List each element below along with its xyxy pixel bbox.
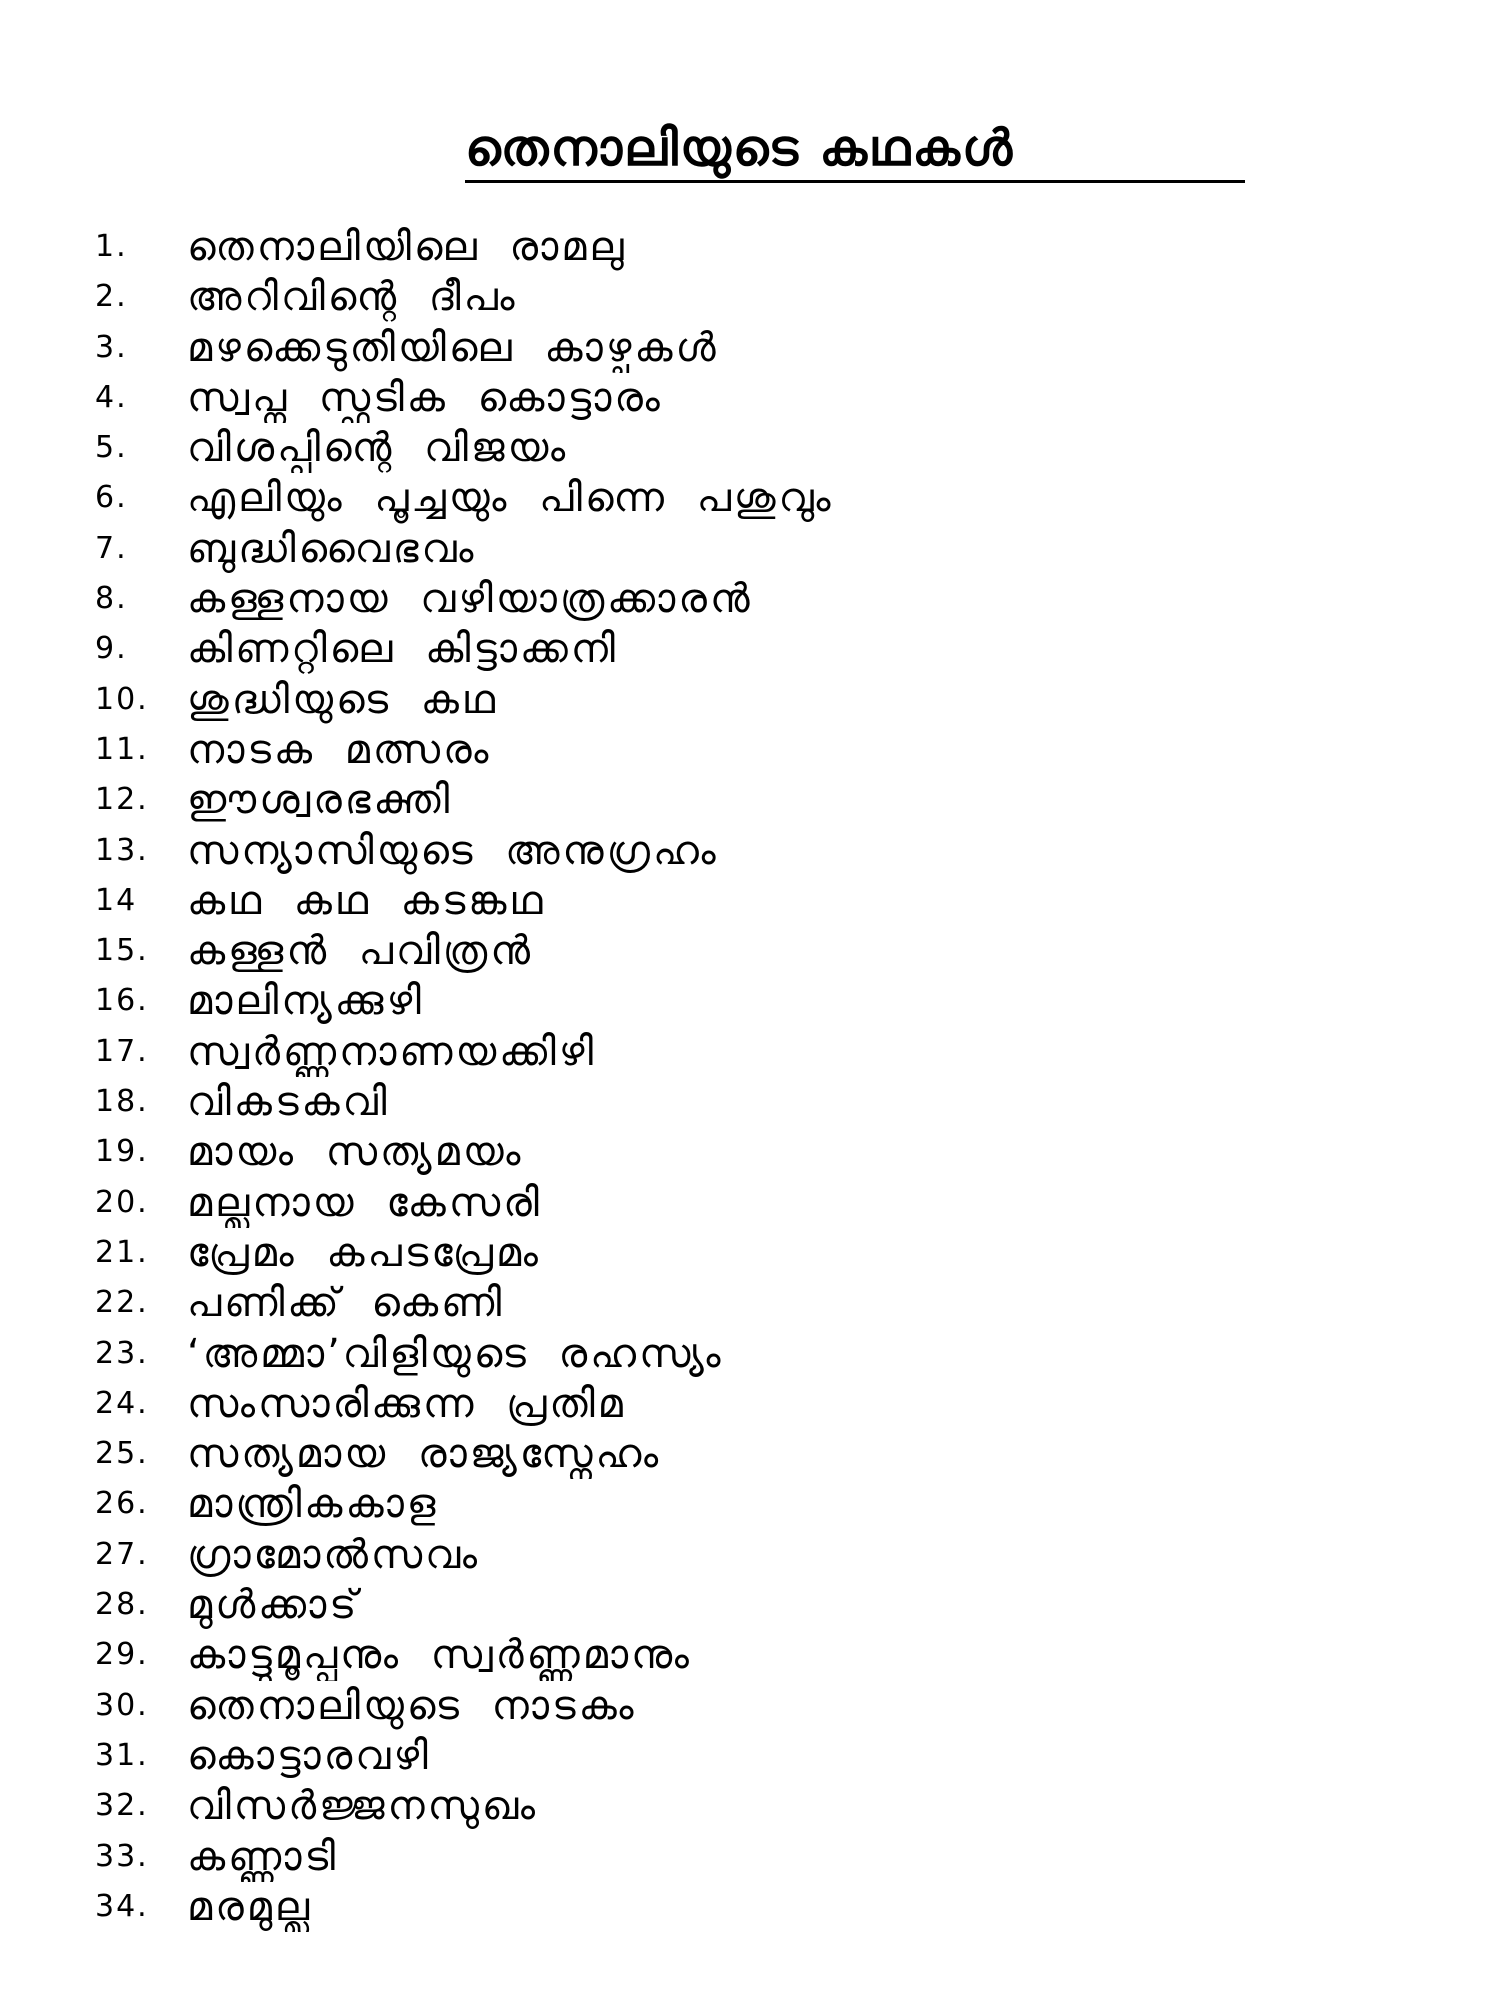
toc-item-title: കാട്ടുമൂപ്പനും സ്വർണ്ണമാനും: [187, 1632, 692, 1679]
toc-item-number: 10.: [95, 681, 149, 717]
toc-item: [95, 1832, 1395, 1882]
toc-item-title: മുൾക്കാട്: [187, 1582, 360, 1629]
toc-item: [95, 1580, 1395, 1630]
toc-item: [95, 222, 1395, 272]
toc-item-title: തെനാലിയുടെ നാടകം: [187, 1682, 637, 1729]
toc-item: [95, 926, 1395, 976]
toc-item: [95, 1027, 1395, 1077]
toc-item-title: മഴക്കെടുതിയിലെ കാഴ്ചകൾ: [187, 324, 719, 371]
toc-item: [95, 1379, 1395, 1429]
toc-item: [95, 1781, 1395, 1831]
toc-item-title: വികടകവി: [187, 1079, 390, 1126]
toc-item-title: മായം സത്യമയം: [187, 1129, 524, 1176]
toc-item-number: 4.: [95, 379, 128, 415]
toc-item-number: 9.: [95, 631, 128, 667]
toc-item: [95, 1329, 1395, 1379]
toc-item-title: സ്വർണ്ണനാണയക്കിഴി: [187, 1028, 597, 1075]
toc-item: [95, 1882, 1395, 1932]
toc-item-title: അറിവിന്റെ ദീപം: [187, 274, 518, 321]
toc-item: [95, 1429, 1395, 1479]
toc-item-number: 20.: [95, 1184, 149, 1220]
toc-item-title: വിശപ്പിന്റെ വിജയം: [187, 425, 569, 472]
toc-item: [95, 1530, 1395, 1580]
toc-item-number: 29.: [95, 1637, 149, 1673]
toc-item-number: 25.: [95, 1436, 149, 1472]
toc-item-number: 2.: [95, 279, 128, 315]
title-underline: [465, 180, 1245, 183]
toc-item: [95, 272, 1395, 322]
toc-item-title: ‘അമ്മാ’വിളിയുടെ രഹസ്യം: [187, 1330, 724, 1377]
toc-item: [95, 423, 1395, 473]
toc-item-title: സംസാരിക്കുന്ന പ്രതിമ: [187, 1380, 626, 1427]
toc-item-title: പണിക്ക് കെണി: [187, 1280, 505, 1327]
toc-item: [95, 1630, 1395, 1680]
toc-item-number: 22.: [95, 1285, 149, 1321]
toc-item-number: 31.: [95, 1737, 149, 1773]
toc-item-number: 19.: [95, 1134, 149, 1170]
toc-item-title: പ്രേമം കപടപ്രേമം: [187, 1229, 541, 1276]
toc-item-title: എലിയും പൂച്ചയും പിന്നെ പശുവും: [187, 475, 834, 522]
toc-item-number: 30.: [95, 1687, 149, 1723]
toc-item: [95, 624, 1395, 674]
toc-item-title: കിണറ്റിലെ കിട്ടാക്കനി: [187, 626, 618, 673]
toc-item-number: 12.: [95, 782, 149, 818]
table-of-contents: [95, 222, 1395, 1932]
toc-item-number: 7.: [95, 530, 128, 566]
toc-item: [95, 473, 1395, 523]
toc-item: [95, 876, 1395, 926]
toc-item: [95, 1278, 1395, 1328]
toc-item-number: 5.: [95, 430, 128, 466]
page-title: തെനാലിയുടെ കഥകൾ: [465, 119, 1015, 177]
toc-item-number: 28.: [95, 1587, 149, 1623]
toc-item: [95, 323, 1395, 373]
toc-item-number: 33.: [95, 1838, 149, 1874]
toc-item-number: 14: [95, 882, 138, 918]
toc-item-number: 23.: [95, 1335, 149, 1371]
toc-item-number: 3.: [95, 329, 128, 365]
toc-item-title: മല്ലനായ കേസരി: [187, 1179, 542, 1226]
toc-item: [95, 775, 1395, 825]
toc-item-title: ഈശ്വരഭക്തി: [187, 777, 453, 824]
toc-item-title: സന്യാസിയുടെ അനുഗ്രഹം: [187, 827, 719, 874]
toc-item: [95, 1228, 1395, 1278]
toc-item-number: 15.: [95, 933, 149, 969]
toc-item-number: 21.: [95, 1234, 149, 1270]
toc-item-number: 6.: [95, 480, 128, 516]
toc-item: [95, 373, 1395, 423]
toc-item-title: നാടക മത്സരം: [187, 726, 492, 773]
toc-item-number: 32.: [95, 1788, 149, 1824]
toc-item-title: മരമുല്ല: [187, 1883, 313, 1930]
toc-item-title: കള്ളനായ വഴിയാത്രക്കാരൻ: [187, 576, 753, 623]
toc-item-number: 26.: [95, 1486, 149, 1522]
toc-item: [95, 826, 1395, 876]
toc-item-number: 16.: [95, 983, 149, 1019]
toc-item: [95, 574, 1395, 624]
toc-item-number: 11.: [95, 731, 149, 767]
toc-item-title: ഗ്രാമോൽസവം: [187, 1531, 481, 1578]
toc-item-number: 24.: [95, 1385, 149, 1421]
toc-item-title: കള്ളൻ പവിത്രൻ: [187, 928, 533, 975]
toc-item-title: സത്യമായ രാജ്യസ്നേഹം: [187, 1431, 662, 1478]
toc-item: [95, 1681, 1395, 1731]
toc-item-number: 8.: [95, 581, 128, 617]
toc-item-number: 17.: [95, 1033, 149, 1069]
toc-item-title: സ്വപ്ന സ്ഫടിക കൊട്ടാരം: [187, 374, 663, 421]
toc-item-title: കണ്ണാടി: [187, 1833, 339, 1880]
toc-item-number: 34.: [95, 1888, 149, 1924]
toc-item: [95, 976, 1395, 1026]
toc-item-title: കൊട്ടാരവഴി: [187, 1732, 431, 1779]
toc-item: [95, 725, 1395, 775]
toc-item: [95, 675, 1395, 725]
toc-item-number: 1.: [95, 229, 128, 264]
toc-item-number: 13.: [95, 832, 149, 868]
toc-item-title: ബുദ്ധിവൈഭവം: [187, 525, 477, 572]
toc-item-title: തെനാലിയിലെ രാമലു: [187, 224, 627, 270]
toc-item: [95, 1127, 1395, 1177]
toc-item: [95, 1731, 1395, 1781]
toc-item-title: മാലിന്യക്കുഴി: [187, 978, 424, 1025]
toc-item: [95, 524, 1395, 574]
toc-item: [95, 1077, 1395, 1127]
toc-item-title: മാന്ത്രികകാള: [187, 1481, 439, 1528]
toc-item-title: വിസർജ്ജനസുഖം: [187, 1783, 539, 1830]
toc-item-number: 27.: [95, 1536, 149, 1572]
toc-item-number: 18.: [95, 1084, 149, 1120]
toc-item-title: കഥ കഥ കടങ്കഥ: [187, 877, 546, 924]
toc-item: [95, 1178, 1395, 1228]
toc-item: [95, 1479, 1395, 1529]
toc-item-title: ശുദ്ധിയുടെ കഥ: [187, 676, 498, 723]
